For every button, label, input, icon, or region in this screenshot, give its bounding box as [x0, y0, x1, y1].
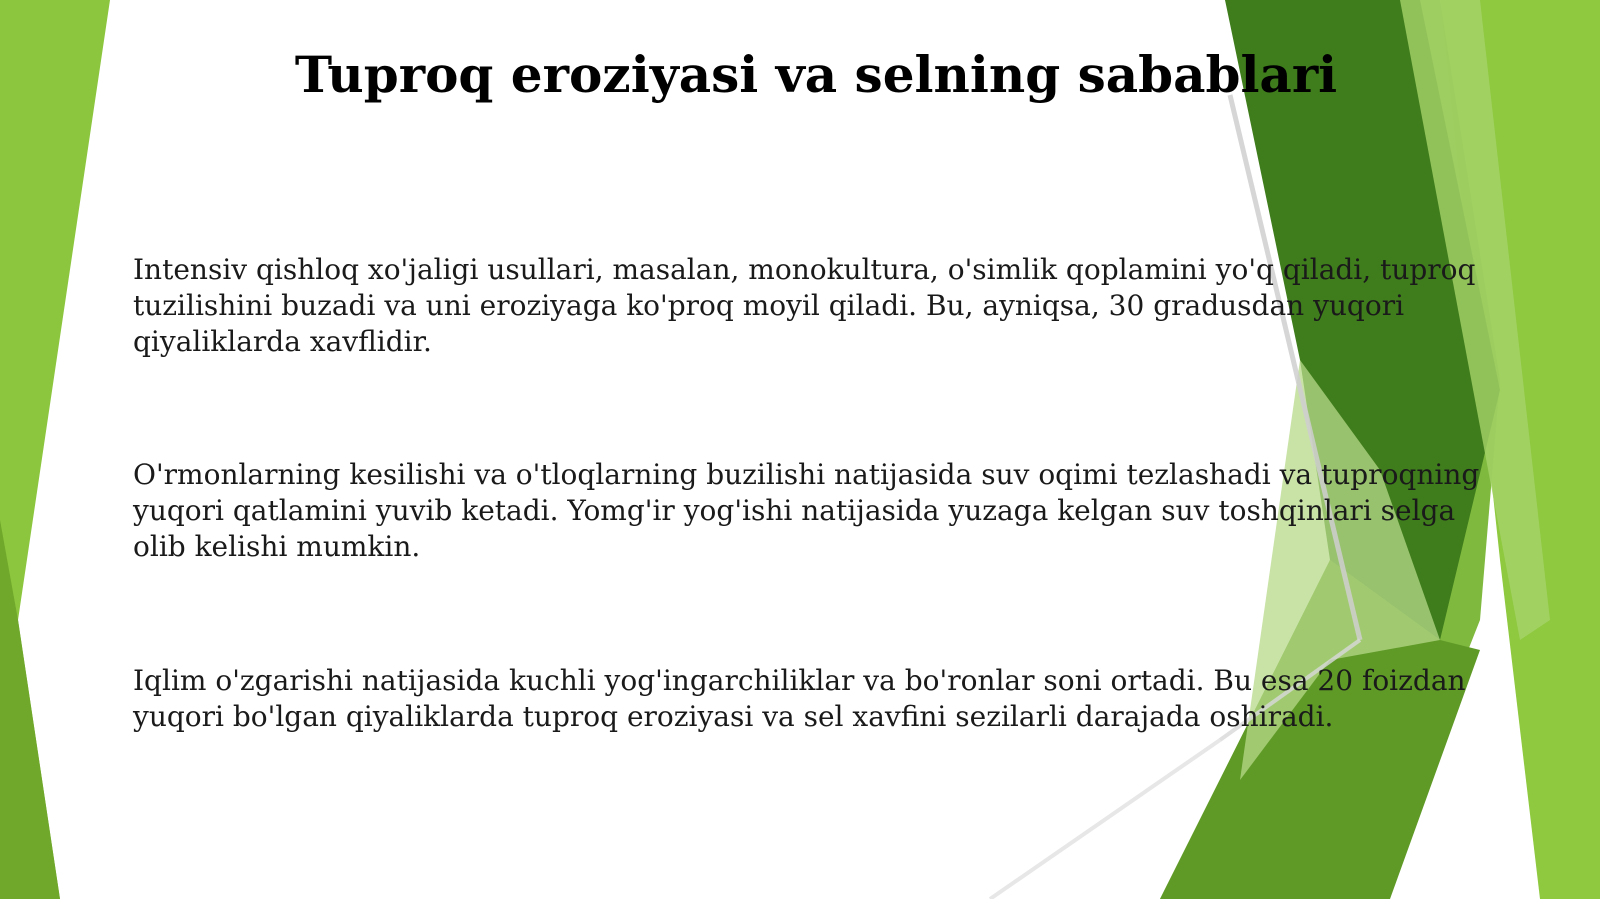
slide-title: Tuproq eroziyasi va selning sabablari — [294, 45, 1338, 104]
paragraph-deforestation: O'rmonlarning kesilishi va o'tloqlarning buzilishi natijasida suv oqimi tezlashadi va tuproqning yuqori qatlamini yuvib ketadi. Yomg'ir yog'ishi natijasida yuzaga kelgan suv toshqinlari selga olib kelishi mumkin. — [133, 458, 1480, 563]
paragraph-intensive-farming: Intensiv qishloq xo'jaligi usullari, masalan, monokultura, o'simlik qoplamini yo'q qiladi, tuproq tuzilishini buzadi va uni eroziyaga ko'proq moyil qiladi. Bu, ayniqsa, 30 gradusdan yuqori qiyaliklarda xavflidir. — [133, 253, 1476, 358]
left-facet-dark — [0, 520, 60, 899]
paragraph-climate-change: Iqlim o'zgarishi natijasida kuchli yog'ingarchiliklar va bo'ronlar soni ortadi. Bu esa 20 foizdan yuqori bo'lgan qiyaliklarda tuproq eroziyasi va sel xavfini sezilarli darajada oshiradi. — [133, 664, 1466, 733]
